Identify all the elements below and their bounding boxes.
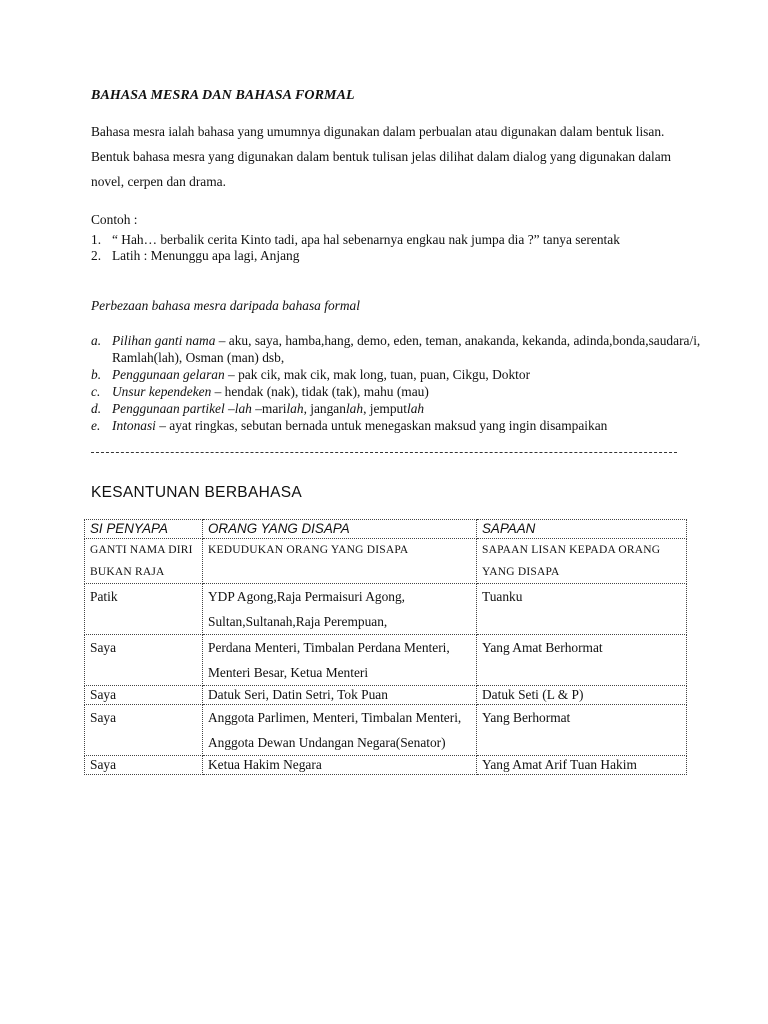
greeting-table [84, 519, 687, 775]
intro-paragraph: Bahasa mesra ialah bahasa yang umumnya digunakan dalam perbualan atau digunakan dalam bentuk lisan. Bentuk bahasa mesra yang digunakan dalam bentuk tulisan jelas dilihat dalam dialog yang digunakan dalam novel, cerpen dan drama. [91, 124, 672, 189]
table-subheader: SAPAAN LISAN KEPADA ORANG YANG DISAPA [477, 539, 687, 584]
table-cell: Datuk Seri, Datin Setri, Tok Puan [203, 686, 477, 705]
differences-list [91, 332, 711, 434]
particle: lah [345, 401, 364, 416]
table-row [85, 686, 687, 705]
table-header: ORANG YANG DISAPA [203, 520, 477, 539]
list-number: 1. [91, 232, 102, 247]
list-item [91, 248, 691, 264]
list-marker: a. [91, 333, 102, 348]
table-subheader: KEDUDUKAN ORANG YANG DISAPA [203, 539, 477, 584]
list-item [91, 366, 711, 383]
table-header: SAPAAN [477, 520, 687, 539]
table-row [85, 756, 687, 775]
table-cell: Yang Amat Arif Tuan Hakim [477, 756, 687, 775]
example-word: , jangan [303, 401, 346, 416]
example-label: Contoh : [91, 212, 138, 227]
table-cell: Tuanku [477, 584, 687, 635]
table-cell: YDP Agong,Raja Permaisuri Agong, Sultan,Sultanah,Raja Perempuan, [203, 584, 477, 635]
table-cell: Ketua Hakim Negara [203, 756, 477, 775]
description: – pak cik, mak cik, mak long, tuan, puan, Cikgu, Doktor [224, 367, 531, 382]
list-item [91, 383, 711, 400]
description: – hendak (nak), tidak (tak), mahu (mau) [211, 384, 429, 399]
list-marker: c. [91, 384, 101, 399]
table-row [85, 584, 687, 635]
table-cell: Saya [85, 705, 203, 756]
table-cell: Yang Amat Berhormat [477, 635, 687, 686]
description: – aku, saya, hamba,hang, demo, eden, teman, anakanda, kekanda, adinda,bonda,saudara/i, Ramlah(lah), Osman (man) dsb, [112, 333, 701, 365]
list-item [91, 332, 711, 366]
list-marker: b. [91, 367, 102, 382]
table-cell: Patik [85, 584, 203, 635]
term: Unsur kependeken [112, 384, 212, 399]
table-row [85, 635, 687, 686]
list-item-text: Latih : Menunggu apa lagi, Anjang [112, 248, 300, 263]
term: Penggunaan gelaran [112, 367, 225, 382]
document-title: BAHASA MESRA DAN BAHASA FORMAL [91, 88, 355, 103]
list-item [91, 232, 691, 248]
list-item-text: “ Hah… berbalik cerita Kinto tadi, apa hal sebenarnya engkau nak jumpa dia ?” tanya serentak [112, 232, 620, 247]
table-subheader-row [85, 539, 687, 584]
table-subheader: GANTI NAMA DIRI BUKAN RAJA [85, 539, 203, 584]
list-item [91, 400, 711, 417]
term: Intonasi [112, 418, 156, 433]
table-cell: Yang Berhormat [477, 705, 687, 756]
particle: lah [286, 401, 304, 416]
description: – ayat ringkas, sebutan bernada untuk menegaskan maksud yang ingin disampaikan [155, 418, 608, 433]
list-item [91, 417, 711, 434]
table-row [85, 705, 687, 756]
section-heading: KESANTUNAN BERBAHASA [91, 484, 302, 501]
particle: lah [406, 401, 425, 416]
table-cell: Anggota Parlimen, Menteri, Timbalan Menteri, Anggota Dewan Undangan Negara(Senator) [203, 705, 477, 756]
list-marker: e. [91, 418, 101, 433]
table-header: SI PENYAPA [85, 520, 203, 539]
term: Penggunaan partikel –lah [112, 401, 252, 416]
table-header-row [85, 520, 687, 539]
example-word: –mari [255, 401, 287, 416]
example-word: , jemput [363, 401, 407, 416]
term: Pilihan ganti nama [112, 333, 216, 348]
differences-heading: Perbezaan bahasa mesra daripada bahasa formal [91, 298, 360, 313]
table-cell: Datuk Seti (L & P) [477, 686, 687, 705]
table-cell: Perdana Menteri, Timbalan Perdana Menteri, Menteri Besar, Ketua Menteri [203, 635, 477, 686]
list-marker: d. [91, 401, 102, 416]
table-cell: Saya [85, 686, 203, 705]
table-cell: Saya [85, 635, 203, 686]
table-cell: Saya [85, 756, 203, 775]
example-list [91, 232, 691, 264]
list-number: 2. [91, 248, 102, 263]
separator-line [91, 452, 677, 453]
